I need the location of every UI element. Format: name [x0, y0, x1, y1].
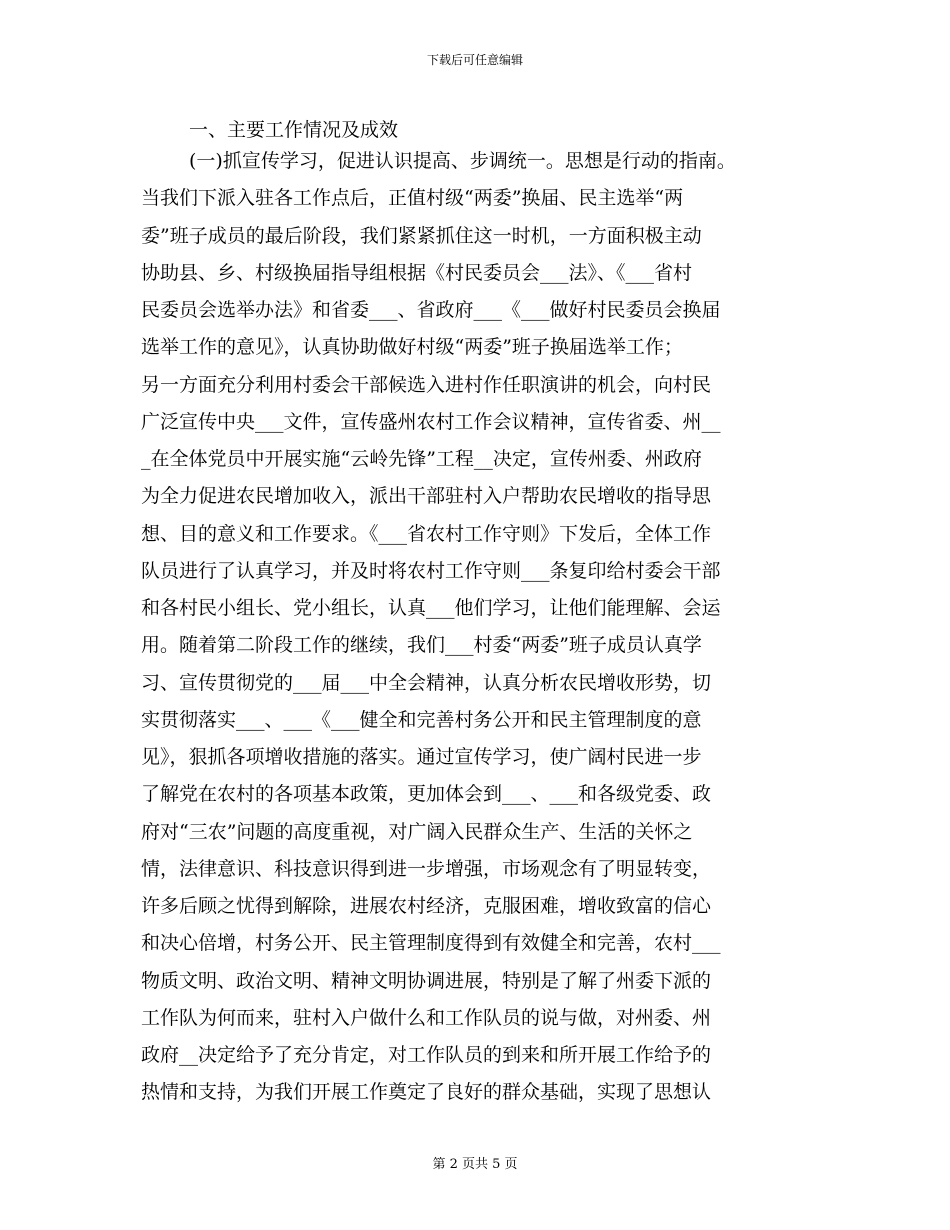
text-line: 当我们下派入驻各工作点后，正值村级“两委”换届、民主选举“两	[141, 187, 684, 210]
section-heading: 一、主要工作情况及成效	[189, 119, 399, 141]
text-line: 民委员会选举办法》和省委___、省政府___《___做好村民委员会换届	[141, 299, 721, 321]
text-line: 为全力促进农民增加收入，派出干部驻村入户帮助农民增收的指导思	[141, 485, 712, 508]
text-line: _在全体党员中开展实施“云岭先锋”工程__决定，宣传州委、州政府	[141, 448, 702, 470]
text-line: 和各村民小组长、党小组长，认真___他们学习，让他们能理解、会运	[141, 597, 721, 619]
text-line: 选举工作的意见》，认真协助做好村级“两委”班子换届选举工作；	[141, 336, 683, 359]
text-line: 委”班子成员的最后阶段，我们紧紧抓住这一时机，一方面积极主动	[141, 224, 702, 247]
text-line: 见》，狠抓各项增收措施的落实。通过宣传学习，使广阔村民进一步	[141, 746, 702, 768]
text-line: 工作队为何而来，驻村入户做什么和工作队员的说与做，对州委、州	[141, 1006, 712, 1029]
page-header: 下载后可任意编辑	[426, 53, 523, 67]
page-footer: 第 2 页共 5 页	[432, 1157, 518, 1172]
text-line: 习、宣传贯彻党的___届___中全会精神，认真分析农民增收形势，切	[141, 671, 712, 694]
text-line: 情，法律意识、科技意识得到进一步增强，市场观念有了明显转变，	[141, 857, 712, 880]
text-line: 另一方面充分利用村委会干部候选入进村作任职演讲的机会，向村民	[141, 373, 712, 396]
text-line: 政府__决定给予了充分肯定，对工作队员的到来和所开展工作给予的	[141, 1044, 712, 1066]
text-line: 和决心倍增，村务公开、民主管理制度得到有效健全和完善，农村___	[141, 932, 721, 955]
text-line: 了解党在农村的各项基本政策，更加体会到___、___和各级党委、政	[141, 783, 712, 806]
text-line: 实贯彻落实___、___《___健全和完善村务公开和民主管理制度的意	[141, 708, 702, 731]
text-line: 许多后顾之忧得到解除，进展农村经济，克服困难，增收致富的信心	[141, 895, 712, 917]
text-line: (一)抓宣传学习，促进认识提高、步调统一。思想是行动的指南。	[189, 150, 736, 172]
body-text	[141, 143, 821, 1112]
text-line: 广泛宣传中央___文件，宣传盛州农村工作会议精神，宣传省委、州__	[141, 410, 721, 433]
text-line: 想、目的意义和工作要求。《___省农村工作守则》下发后，全体工作	[141, 522, 712, 545]
text-line: 用。随着第二阶段工作的继续，我们___村委“两委”班子成员认真学	[141, 634, 702, 657]
text-line: 协助县、乡、村级换届指导组根据《村民委员会___法》、《___省村	[141, 261, 693, 284]
text-line: 队员进行了认真学习，并及时将农村工作守则___条复印给村委会干部	[141, 559, 721, 582]
text-line: 热情和支持，为我们开展工作奠定了良好的群众基础，实现了思想认	[141, 1081, 712, 1104]
text-line: 物质文明、政治文明、精神文明协调进展，特别是了解了州委下派的	[141, 969, 712, 992]
text-line: 府对“三农”问题的高度重视，对广阔入民群众生产、生活的关怀之	[141, 820, 693, 843]
